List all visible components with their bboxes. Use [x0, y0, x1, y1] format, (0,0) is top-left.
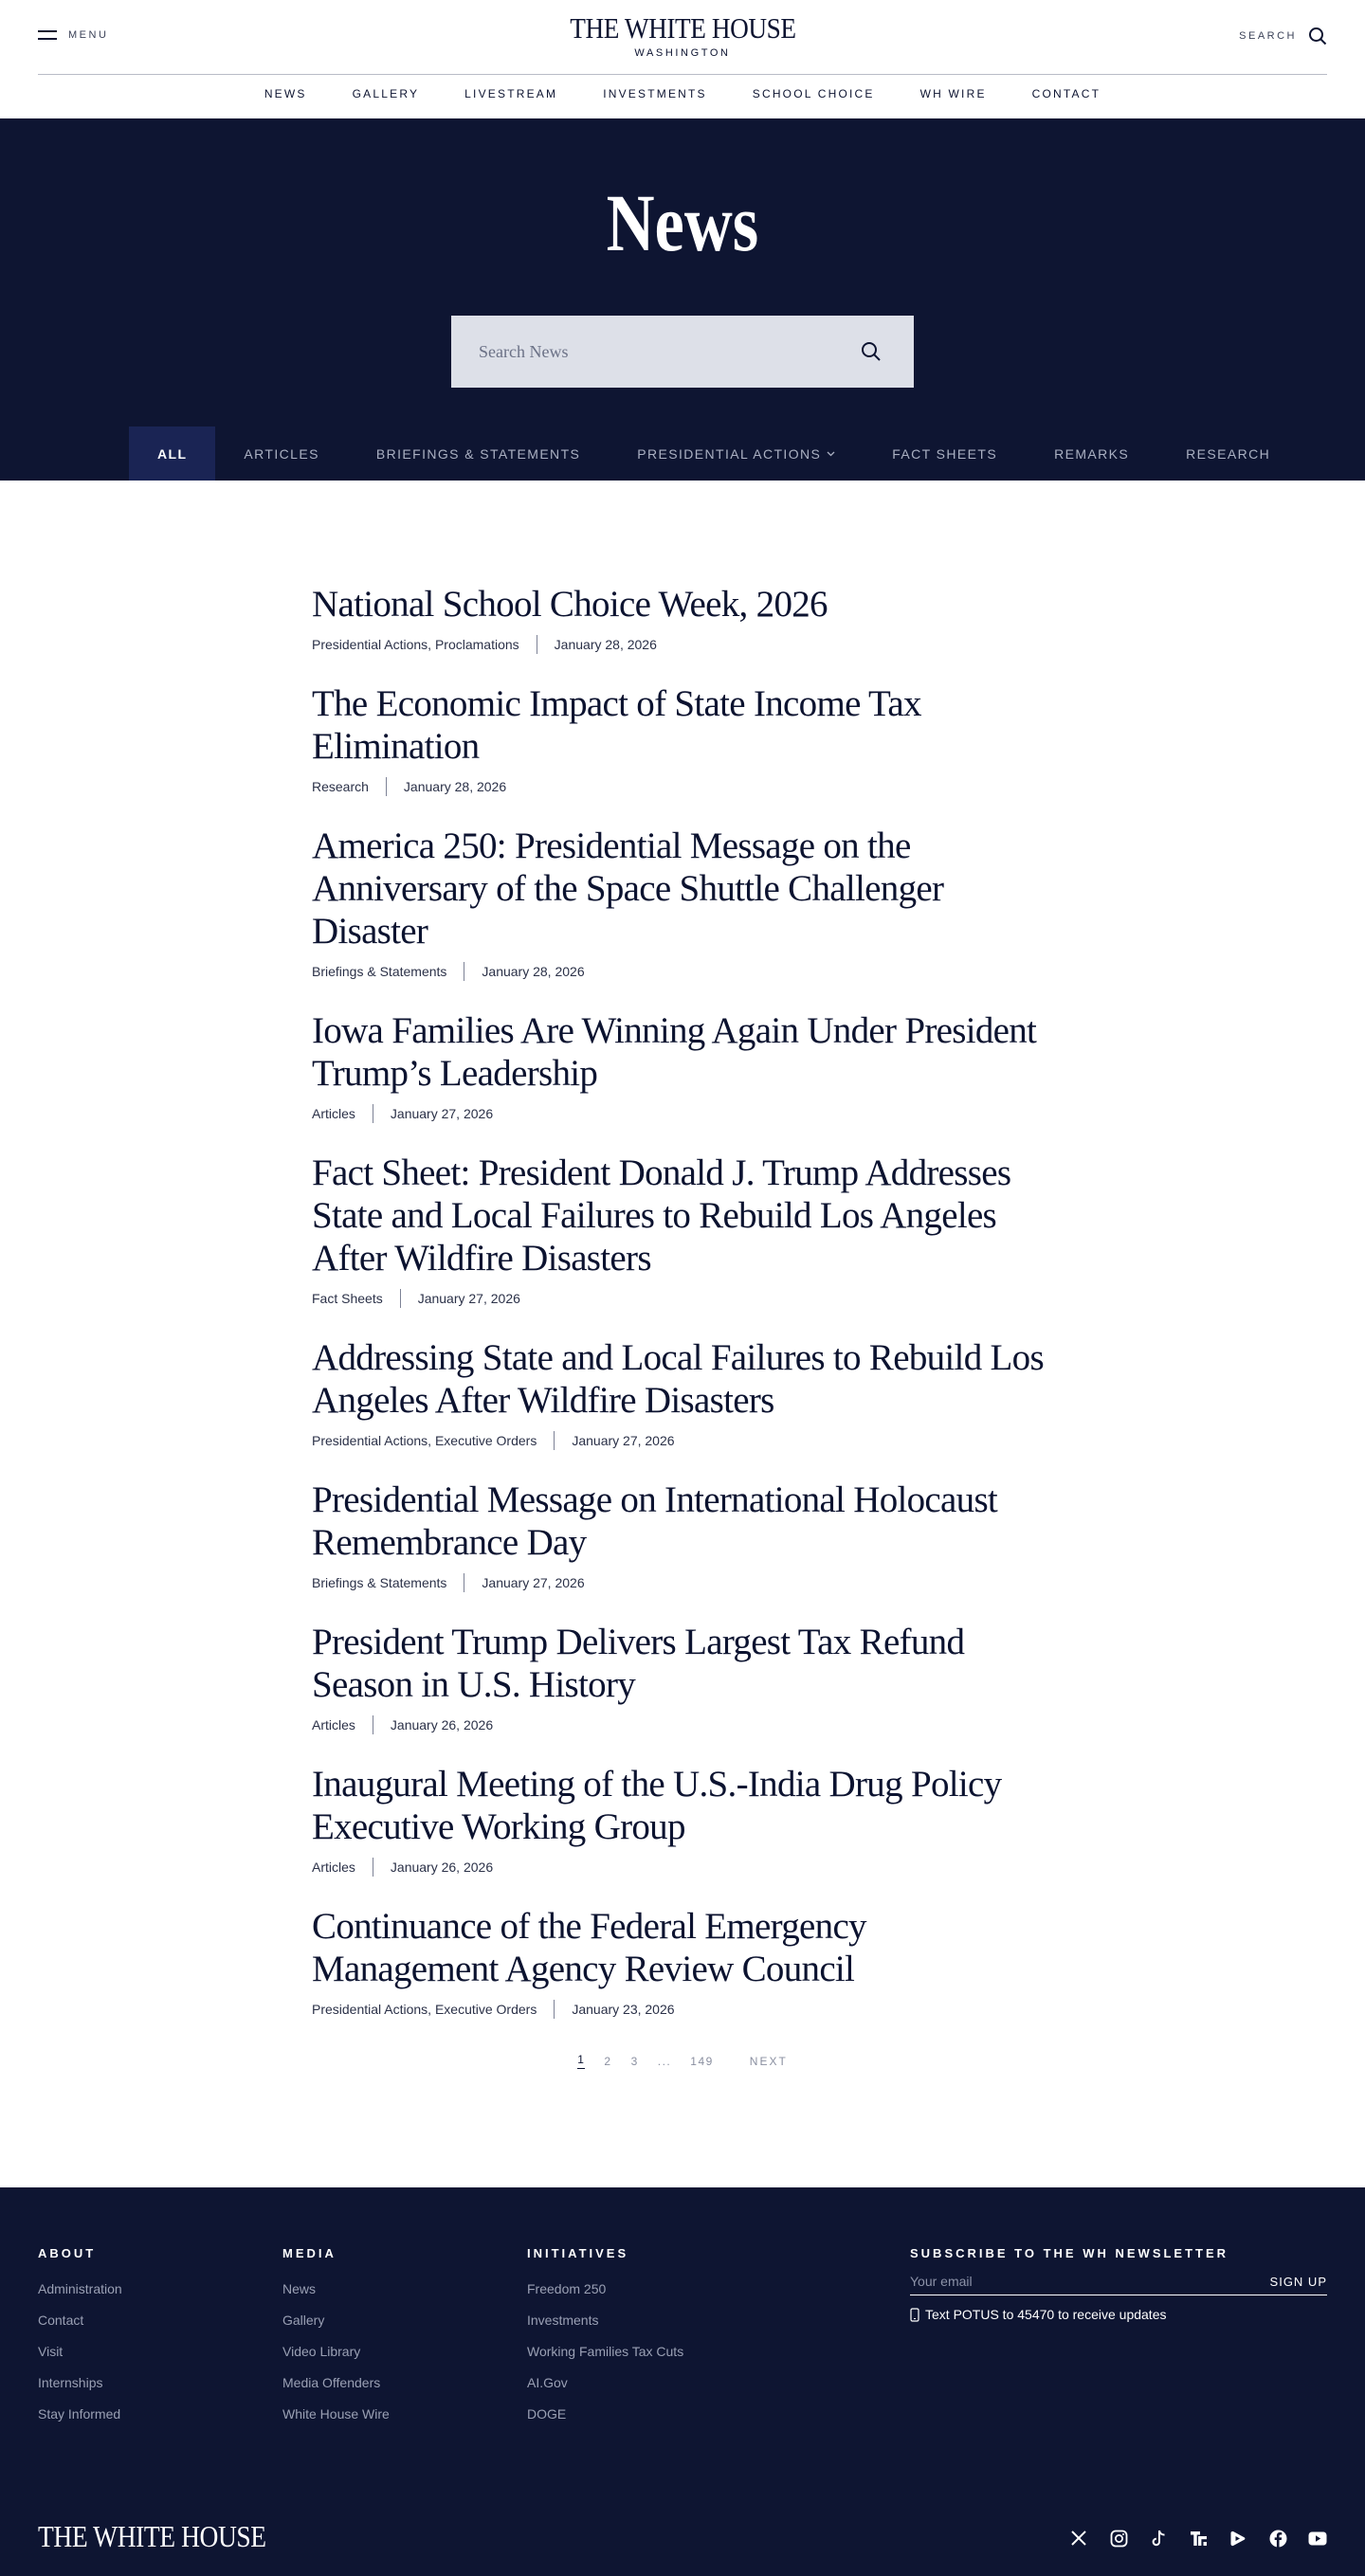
news-item — [312, 1621, 1061, 1734]
top-nav — [0, 87, 1365, 100]
footer-link-investments[interactable]: Investments — [527, 2313, 599, 2328]
page-149[interactable]: 149 — [690, 2054, 714, 2068]
news-item-meta — [312, 1715, 1061, 1734]
news-item-meta — [312, 1289, 1061, 1308]
footer-heading: ABOUT — [38, 2246, 97, 2260]
phone-icon — [910, 2308, 919, 2322]
page-ellipsis: ... — [657, 2054, 672, 2068]
footer-column-media — [282, 2246, 390, 2438]
news-item-category[interactable]: Presidential Actions, Proclamations — [312, 637, 519, 652]
meta-divider — [400, 1289, 401, 1308]
search-icon[interactable] — [861, 341, 882, 362]
news-item-date: January 27, 2026 — [390, 1106, 494, 1121]
footer-heading: INITIATIVES — [527, 2246, 629, 2260]
truth-social-icon[interactable] — [1189, 2529, 1208, 2548]
nav-school-choice[interactable]: SCHOOL CHOICE — [752, 87, 875, 100]
newsletter-form — [910, 2274, 1327, 2295]
news-item-date: January 26, 2026 — [390, 1859, 494, 1875]
news-item-title[interactable]: Continuance of the Federal Emergency Management Agency Review Council — [312, 1906, 866, 1989]
email-field[interactable] — [910, 2274, 1194, 2289]
social-links — [1069, 2529, 1327, 2548]
newsletter-signup — [910, 2246, 1327, 2322]
news-item-category[interactable]: Presidential Actions, Executive Orders — [312, 1433, 537, 1448]
news-item — [312, 1009, 1061, 1123]
footer-link-video-library[interactable]: Video Library — [282, 2344, 361, 2359]
news-item — [312, 1763, 1061, 1877]
news-item-meta — [312, 1104, 1061, 1123]
news-hero — [0, 118, 1365, 481]
news-item — [312, 1152, 1061, 1308]
footer-link-working-families-tax-cuts[interactable]: Working Families Tax Cuts — [527, 2344, 684, 2359]
news-item-category[interactable]: Presidential Actions, Executive Orders — [312, 2002, 537, 2017]
news-search-box — [451, 316, 914, 388]
news-item-title[interactable]: Presidential Message on International Holocaust Remembrance Day — [312, 1479, 998, 1563]
news-item-meta — [312, 635, 1061, 654]
tab-articles[interactable]: ARTICLES — [244, 445, 319, 462]
tab-remarks[interactable]: REMARKS — [1054, 445, 1130, 462]
news-search-input[interactable] — [451, 316, 830, 388]
news-item-date: January 26, 2026 — [390, 1717, 494, 1732]
site-footer — [0, 2187, 1365, 2576]
facebook-icon[interactable] — [1268, 2529, 1287, 2548]
news-item — [312, 583, 1061, 654]
news-item-meta — [312, 777, 1061, 796]
logo-subtitle: WASHINGTON — [634, 47, 731, 59]
footer-column-initiatives — [527, 2246, 683, 2438]
news-item-date: January 28, 2026 — [403, 779, 507, 794]
footer-link-doge[interactable]: DOGE — [527, 2406, 567, 2422]
news-item-title[interactable]: America 250: Presidential Message on the Anniversary of the Space Shuttle Challenger Disaster — [312, 825, 944, 952]
footer-column-about — [38, 2246, 122, 2438]
news-item-title[interactable]: Fact Sheet: President Donald J. Trump Addresses State and Local Failures to Rebuild Los Angeles After Wildfire Disasters — [312, 1152, 1011, 1279]
news-item — [312, 682, 1061, 796]
news-item-date: January 28, 2026 — [554, 637, 657, 652]
text-updates-note: Text POTUS to 45470 to receive updates — [910, 2307, 1327, 2322]
header-search-button[interactable] — [1239, 27, 1327, 45]
footer-heading: MEDIA — [282, 2246, 337, 2260]
site-logo[interactable] — [0, 11, 1365, 59]
tab-briefings-statements[interactable]: BRIEFINGS & STATEMENTS — [375, 445, 581, 462]
news-list — [312, 583, 1061, 2047]
footer-link-administration[interactable]: Administration — [38, 2281, 122, 2296]
news-item-title[interactable]: Addressing State and Local Failures to Rebuild Los Angeles After Wildfire Disasters — [312, 1337, 1044, 1421]
footer-link-stay-informed[interactable]: Stay Informed — [38, 2406, 121, 2422]
footer-link-ai-gov[interactable]: AI.Gov — [527, 2375, 568, 2390]
category-tabs — [129, 426, 1299, 481]
news-item — [312, 1905, 1061, 2019]
sign-up-button[interactable]: SIGN UP — [1269, 2274, 1327, 2289]
tiktok-icon[interactable] — [1149, 2529, 1168, 2548]
header-divider — [38, 74, 1327, 75]
page-3[interactable]: 3 — [630, 2054, 639, 2068]
meta-divider — [554, 2000, 555, 2019]
footer-link-gallery[interactable]: Gallery — [282, 2313, 325, 2328]
news-item-meta — [312, 1431, 1061, 1450]
news-item-category[interactable]: Articles — [312, 1106, 355, 1121]
x-icon[interactable] — [1069, 2529, 1088, 2548]
footer-link-news[interactable]: News — [282, 2281, 317, 2296]
news-item-category[interactable]: Articles — [312, 1717, 355, 1732]
news-item-title[interactable]: Iowa Families Are Winning Again Under President Trump’s Leadership — [312, 1010, 1037, 1094]
news-item-category[interactable]: Research — [312, 779, 369, 794]
menu-label: MENU — [68, 29, 109, 41]
meta-divider — [386, 777, 387, 796]
youtube-icon[interactable] — [1308, 2529, 1327, 2548]
search-icon — [1308, 27, 1327, 45]
news-item-title[interactable]: The Economic Impact of State Income Tax Elimination — [312, 683, 921, 767]
news-item-meta — [312, 2000, 1061, 2019]
news-item-category[interactable]: Briefings & Statements — [312, 1575, 447, 1590]
news-item-title[interactable]: President Trump Delivers Largest Tax Refund Season in U.S. History — [312, 1622, 965, 1705]
footer-link-freedom-250[interactable]: Freedom 250 — [527, 2281, 607, 2296]
news-item-title[interactable]: Inaugural Meeting of the U.S.-India Drug Policy Executive Working Group — [312, 1764, 1002, 1847]
news-item-date: January 23, 2026 — [572, 2002, 675, 2017]
chevron-down-icon — [827, 451, 835, 457]
news-item — [312, 1478, 1061, 1592]
newsletter-heading: SUBSCRIBE TO THE WH NEWSLETTER — [910, 2246, 1229, 2260]
news-item-date: January 27, 2026 — [417, 1291, 520, 1306]
footer-link-internships[interactable]: Internships — [38, 2375, 103, 2390]
news-item-title[interactable]: National School Choice Week, 2026 — [312, 584, 828, 625]
rumble-icon[interactable] — [1228, 2529, 1247, 2548]
search-label: SEARCH — [1239, 30, 1297, 42]
footer-link-media-offenders[interactable]: Media Offenders — [282, 2375, 381, 2390]
instagram-icon[interactable] — [1109, 2529, 1128, 2548]
news-item-category[interactable]: Briefings & Statements — [312, 964, 447, 979]
tab-all[interactable]: ALL — [129, 426, 215, 481]
news-item-date: January 28, 2026 — [482, 964, 585, 979]
meta-divider — [554, 1431, 555, 1450]
news-item-category[interactable]: Fact Sheets — [312, 1291, 383, 1306]
page-2[interactable]: 2 — [604, 2054, 612, 2068]
next-page-button[interactable]: NEXT — [749, 2054, 788, 2068]
footer-logo[interactable]: THE WHITE HOUSE — [38, 2519, 266, 2553]
tab-presidential-actions[interactable]: PRESIDENTIAL ACTIONS — [609, 426, 864, 481]
news-item-category[interactable]: Articles — [312, 1859, 355, 1875]
site-header — [0, 0, 1365, 118]
nav-livestream[interactable]: LIVESTREAM — [464, 87, 558, 100]
footer-link-white-house-wire[interactable]: White House Wire — [282, 2406, 390, 2422]
footer-link-contact[interactable]: Contact — [38, 2313, 84, 2328]
nav-contact[interactable]: CONTACT — [1031, 87, 1101, 100]
logo-title: THE WHITE HOUSE — [569, 11, 796, 45]
tab-fact-sheets[interactable]: FACT SHEETS — [892, 445, 998, 462]
news-item — [312, 825, 1061, 981]
pagination — [0, 2053, 1365, 2069]
news-item-meta — [312, 962, 1061, 981]
nav-investments[interactable]: INVESTMENTS — [603, 87, 707, 100]
news-item — [312, 1336, 1061, 1450]
nav-news[interactable]: NEWS — [264, 87, 307, 100]
tab-research[interactable]: RESEARCH — [1186, 445, 1271, 462]
news-item-date: January 27, 2026 — [482, 1575, 585, 1590]
footer-link-visit[interactable]: Visit — [38, 2344, 64, 2359]
nav-gallery[interactable]: GALLERY — [352, 87, 420, 100]
news-item-meta — [312, 1858, 1061, 1877]
page-1[interactable]: 1 — [577, 2053, 585, 2069]
news-item-meta — [312, 1573, 1061, 1592]
nav-wh-wire[interactable]: WH WIRE — [919, 87, 987, 100]
news-item-date: January 27, 2026 — [572, 1433, 675, 1448]
page-title: News — [606, 177, 759, 268]
